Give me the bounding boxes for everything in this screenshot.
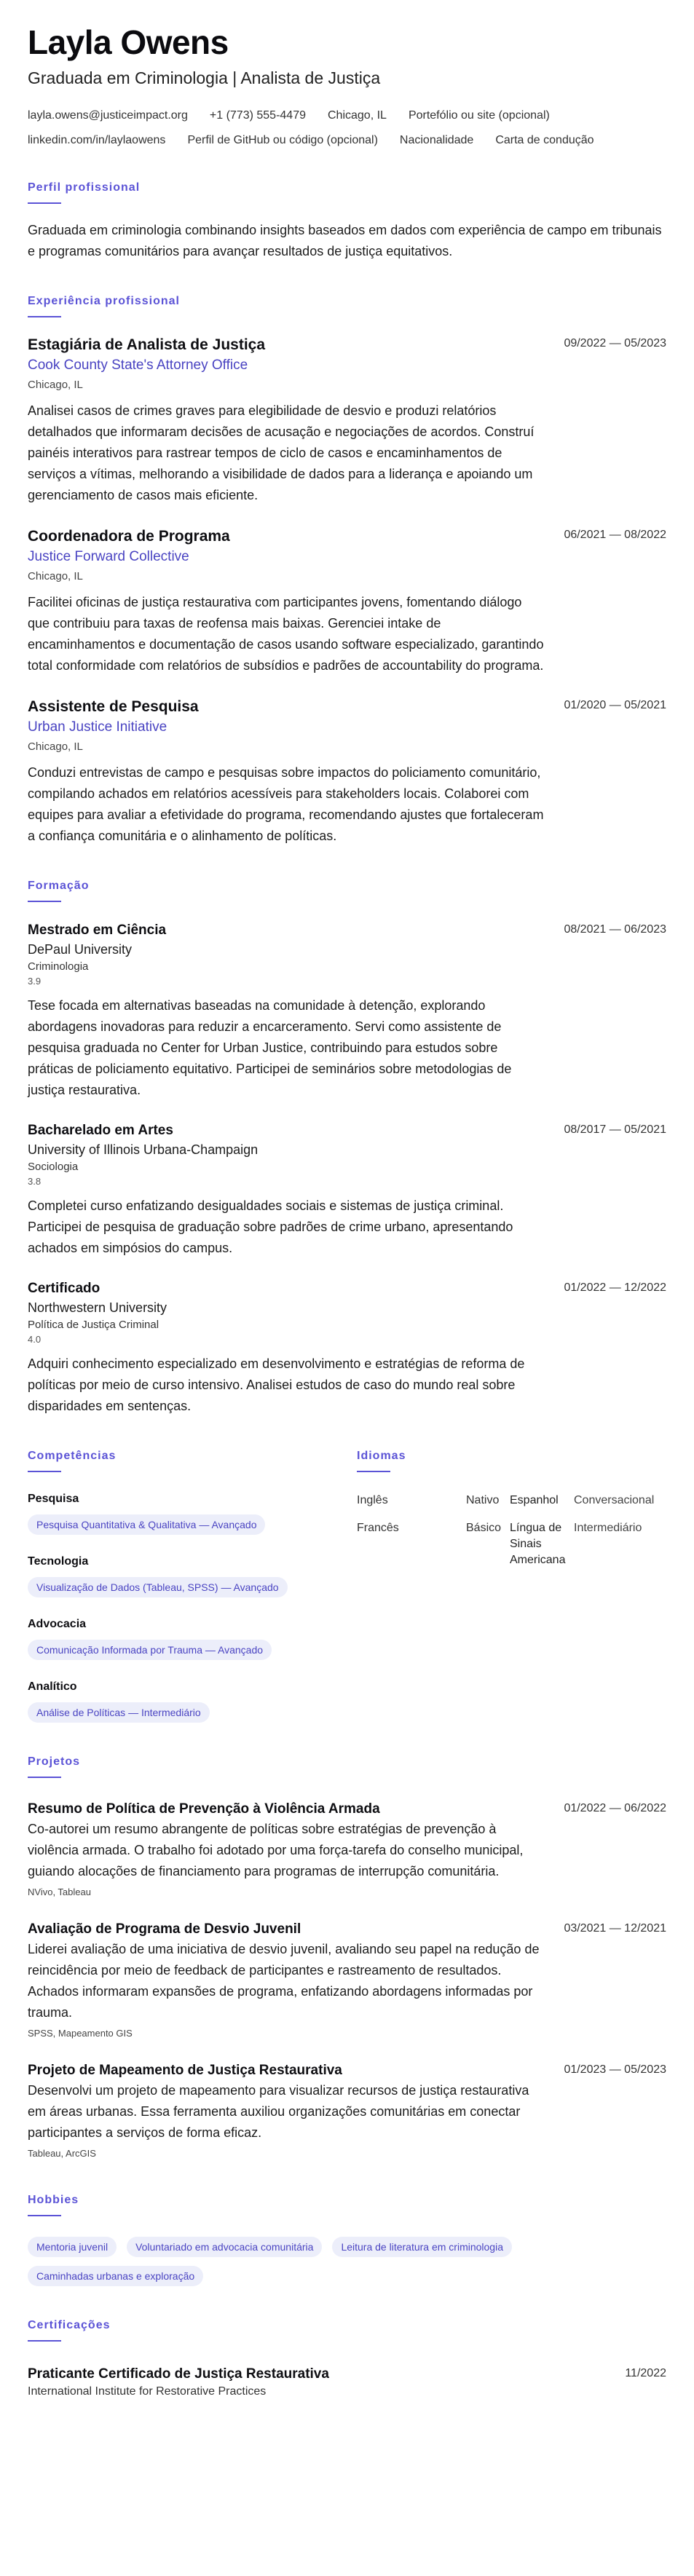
section-title: Experiência profissional (28, 295, 180, 307)
certification-issuer: International Institute for Restorative Practices (28, 2385, 267, 2398)
candidate-headline: Graduada em Criminologia | Analista de Justiça (28, 68, 381, 87)
education-description: Adquiri conhecimento especializado em desenvolvimento e estratégias de reforma de políticas por meio de curso intensivo. Analisei estudos de caso do mundo real sobre disparidades em sentenças. (28, 1356, 525, 1413)
language-row (357, 1493, 666, 1509)
language-name: Francês (357, 1522, 399, 1534)
language-level: Intermediário (574, 1522, 642, 1534)
job-dates: 09/2022 — 05/2023 (564, 337, 666, 349)
section-title: Perfil profissional (28, 181, 141, 194)
gpa: 3.8 (28, 1176, 42, 1187)
skill-group (28, 1491, 357, 1535)
project-description: Desenvolvi um projeto de mapeamento para visualizar recursos de justiça restaurativa em áreas urbanas. Essa ferramenta auxiliou organizações comunitárias em conectar participantes a serviços de forma eficaz. (28, 2083, 529, 2140)
section-title: Certificações (28, 2319, 111, 2331)
skill-category: Tecnologia (28, 1555, 89, 1568)
language-level: Conversacional (574, 1494, 655, 1506)
language-name: Língua de Sinais Americana (510, 1522, 566, 1566)
profile-summary: Graduada em criminologia combinando insights baseados em dados com experiência de campo em tribunais e programas comunitários para avançar resultados de justiça equitativos. (28, 223, 662, 258)
job-description: Analisei casos de crimes graves para elegibilidade de desvio e produzi relatórios detalhados que informaram decisões de acusação e negociações de acordos. Construí painéis interativos para rastrear tempos de ciclo de casos e encaminhamentos de serviços a vítimas, melhorando a visibilidade de dados para a liderança e apoiando um gerenciamento de casos mais eficiente. (28, 403, 535, 502)
skill-group (28, 1554, 357, 1597)
job-location: Chicago, IL (28, 379, 83, 391)
job-organization: Urban Justice Initiative (28, 719, 167, 735)
section-divider (357, 1471, 390, 1472)
education-description: Tese focada em alternativas baseadas na comunidade à detenção, explorando abordagens inovadoras para reduzir a encarceramento. Servi como assistente de pesquisa graduada no Center for Urban Justice, contribuindo para estudos sobre práticas de policiamento equitativo. Participei de seminários sobre metodologias de justiça restaurativa. (28, 998, 512, 1097)
skill-pill: Visualização de Dados (Tableau, SPSS) — Avançado (28, 1577, 288, 1597)
languages-section (357, 1449, 666, 1723)
gpa: 4.0 (28, 1334, 42, 1345)
hobby-pill: Caminhadas urbanas e exploração (28, 2266, 203, 2286)
experience-entry (28, 526, 666, 676)
language-name: Espanhol (510, 1494, 559, 1506)
school-name: DePaul University (28, 942, 133, 957)
language-row (357, 1520, 666, 1568)
job-dates: 06/2021 — 08/2022 (564, 529, 666, 541)
section-divider (28, 202, 61, 204)
contact-email[interactable]: layla.owens@justiceimpact.org (28, 109, 188, 122)
contact-nationality: Nacionalidade (399, 134, 474, 146)
section-divider (28, 316, 61, 317)
job-location: Chicago, IL (28, 570, 83, 582)
skill-pill: Comunicação Informada por Trauma — Avançado (28, 1640, 272, 1660)
skill-category: Pesquisa (28, 1493, 79, 1505)
projects-section (28, 1755, 666, 2161)
school-name: Northwestern University (28, 1300, 167, 1315)
job-organization: Justice Forward Collective (28, 549, 189, 564)
contact-portfolio[interactable]: Portefólio ou site (opcional) (408, 109, 550, 122)
hobby-pill: Mentoria juvenil (28, 2237, 117, 2257)
section-divider (28, 901, 61, 902)
school-name: University of Illinois Urbana-Champaign (28, 1142, 259, 1157)
skill-category: Advocacia (28, 1618, 87, 1630)
section-title: Projetos (28, 1755, 81, 1768)
education-list (28, 921, 666, 1417)
certifications-section (28, 2318, 666, 2400)
job-title: Coordenadora de Programa (28, 528, 230, 545)
project-name: Projeto de Mapeamento de Justiça Restaurativa (28, 2063, 342, 2078)
profile-section (28, 181, 666, 262)
job-title: Assistente de Pesquisa (28, 698, 199, 715)
education-description: Completei curso enfatizando desigualdades sociais e sistemas de justiça criminal. Participei de pesquisa de graduação sobre padrões de crime urbano, apresentando achados em simpósios do campus. (28, 1198, 513, 1255)
candidate-name: Layla Owens (28, 23, 229, 61)
project-description: Liderei avaliação de uma iniciativa de desvio juvenil, avaliando seu papel na redução de reincidência por meio de feedback de participantes e rastreamento de resultados. Achados informaram expansões de programa, enfatizando abordagens informadas por trauma. (28, 1942, 540, 2020)
education-entry (28, 921, 666, 1101)
contact-phone[interactable]: +1 (773) 555-4479 (209, 109, 306, 122)
hobby-list (28, 2237, 581, 2286)
education-entry (28, 1121, 666, 1259)
degree-title: Bacharelado em Artes (28, 1123, 173, 1138)
degree-title: Mestrado em Ciência (28, 922, 167, 938)
education-dates: 08/2017 — 05/2021 (564, 1123, 666, 1136)
language-level: Básico (466, 1522, 502, 1534)
field-of-study: Criminologia (28, 960, 89, 973)
project-name: Resumo de Política de Prevenção à Violência Armada (28, 1801, 380, 1817)
education-dates: 01/2022 — 12/2022 (564, 1281, 666, 1294)
project-dates: 01/2023 — 05/2023 (564, 2063, 666, 2076)
hobby-pill: Leitura de literatura em criminologia (332, 2237, 512, 2257)
contact-linkedin[interactable]: linkedin.com/in/laylaowens (28, 134, 166, 146)
skill-pill: Análise de Políticas — Intermediário (28, 1702, 210, 1723)
certification-date: 11/2022 (625, 2367, 666, 2379)
project-tools: NVivo, Tableau (28, 1886, 91, 1897)
project-entry (28, 1920, 666, 2041)
experience-entry (28, 335, 666, 506)
job-title: Estagiária de Analista de Justiça (28, 336, 266, 353)
project-name: Avaliação de Programa de Desvio Juvenil (28, 1921, 301, 1937)
section-divider (28, 1471, 61, 1472)
section-title: Competências (28, 1450, 117, 1462)
project-entry (28, 2061, 666, 2161)
experience-section (28, 294, 666, 847)
project-list (28, 1800, 666, 2161)
section-title: Formação (28, 880, 90, 892)
skill-category: Analítico (28, 1680, 77, 1693)
education-dates: 08/2021 — 06/2023 (564, 923, 666, 936)
section-title: Idiomas (357, 1450, 406, 1462)
skill-pill: Pesquisa Quantitativa & Qualitativa — Avançado (28, 1514, 265, 1535)
project-entry (28, 1800, 666, 1900)
skills-languages-row (28, 1449, 666, 1723)
project-description: Co-autorei um resumo abrangente de políticas sobre estratégias de prevenção à violência armada. O trabalho foi adotado por uma força-tarefa do conselho municipal, guiando alocações de financiamento para programas de interrupção comunitária. (28, 1822, 524, 1878)
contact-github[interactable]: Perfil de GitHub ou código (opcional) (187, 134, 378, 146)
language-name: Inglês (357, 1494, 388, 1506)
contact-driving-license: Carta de condução (495, 134, 594, 146)
experience-list (28, 335, 666, 847)
job-description: Facilitei oficinas de justiça restaurativa com participantes jovens, fomentando diálogo que contribuiu para taxas de reofensa mais baixas. Gerenciei intake de encaminhamentos e documentação de casos usando software especializado, garantindo total conformidade com relatórios de subsídios e padrões de accountability do programa. (28, 595, 544, 673)
certification-name: Praticante Certificado de Justiça Restaurativa (28, 2366, 329, 2382)
project-dates: 01/2022 — 06/2022 (564, 1802, 666, 1814)
section-title: Hobbies (28, 2194, 79, 2206)
section-divider (28, 2340, 61, 2342)
project-tools: SPSS, Mapeamento GIS (28, 2028, 133, 2039)
job-location: Chicago, IL (28, 740, 83, 753)
skill-group (28, 1679, 357, 1723)
project-dates: 03/2021 — 12/2021 (564, 1922, 666, 1935)
resume-header (28, 22, 666, 149)
language-table (357, 1493, 666, 1568)
language-level: Nativo (466, 1494, 500, 1506)
section-divider (28, 1777, 61, 1778)
education-section (28, 879, 666, 1417)
gpa: 3.9 (28, 976, 42, 987)
field-of-study: Sociologia (28, 1161, 79, 1173)
job-description: Conduzi entrevistas de campo e pesquisas sobre impactos do policiamento comunitário, compilando achados em relatórios acessíveis para stakeholders locais. Colaborei com equipes para avaliar a efetividade do programa, recomendando ajustes que fortaleceram a confiança comunitária e o alinhamento de políticas. (28, 765, 544, 843)
field-of-study: Política de Justiça Criminal (28, 1319, 159, 1331)
hobbies-section (28, 2193, 666, 2286)
job-dates: 01/2020 — 05/2021 (564, 699, 666, 711)
project-tools: Tableau, ArcGIS (28, 2148, 96, 2159)
certification-entry (28, 2365, 666, 2400)
hobby-pill: Voluntariado em advocacia comunitária (127, 2237, 322, 2257)
contact-location: Chicago, IL (328, 109, 387, 122)
contact-list (28, 108, 666, 149)
job-organization: Cook County State's Attorney Office (28, 357, 248, 373)
education-entry (28, 1279, 666, 1417)
skills-section (28, 1449, 357, 1723)
experience-entry (28, 697, 666, 847)
skill-group (28, 1616, 357, 1660)
section-divider (28, 2215, 61, 2216)
degree-title: Certificado (28, 1281, 100, 1296)
